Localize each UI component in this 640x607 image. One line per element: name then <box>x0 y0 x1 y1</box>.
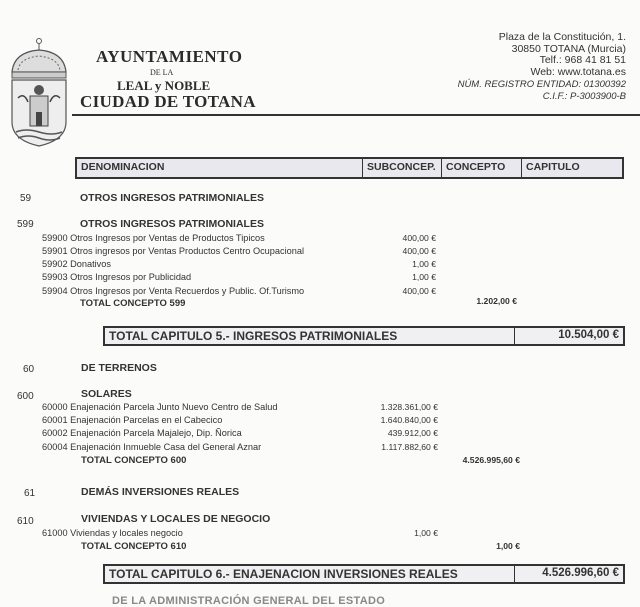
cutoff-heading: DE LA ADMINISTRACIÓN GENERAL DEL ESTADO <box>112 595 386 607</box>
article-code: 59 <box>20 193 32 204</box>
letterhead-divider <box>72 114 640 116</box>
list-item: 61000 Viviendas y locales negocio <box>42 528 183 538</box>
article-name: DE TERRENOS <box>81 362 157 374</box>
address-block <box>458 32 626 102</box>
article-code: 60 <box>23 364 35 375</box>
chapter-total-label: TOTAL CAPITULO 6.- ENAJENACION INVERSIONES REALES <box>105 566 515 582</box>
concept-total-label: TOTAL CONCEPTO 600 <box>81 455 187 466</box>
concept-name: OTROS INGRESOS PATRIMONIALES <box>80 218 264 230</box>
table-header <box>75 157 624 179</box>
article-name: OTROS INGRESOS PATRIMONIALES <box>80 192 264 204</box>
org-name-line1: AYUNTAMIENTO <box>96 47 243 66</box>
chapter-total-label: TOTAL CAPITULO 5.- INGRESOS PATRIMONIALES <box>105 328 515 344</box>
address-city: 30850 TOTANA (Murcia) <box>511 42 626 55</box>
item-amount: 1,00 € <box>412 259 436 269</box>
article-name: DEMÁS INVERSIONES REALES <box>81 486 240 498</box>
list-item: 60002 Enajenación Parcela Majalejo, Dip. Ñorica <box>42 428 242 438</box>
list-item: 60004 Enajenación Inmueble Casa del General Aznar <box>42 442 262 452</box>
chapter-total-amount: 10.504,00 € <box>558 329 619 341</box>
concept-total-amount: 4.526.995,60 € <box>462 455 520 465</box>
concept-name: VIVIENDAS Y LOCALES DE NEGOCIO <box>81 513 271 525</box>
chapter-total-amount: 4.526.996,60 € <box>542 567 619 579</box>
item-amount: 1,00 € <box>414 528 438 538</box>
item-amount: 1.328.361,00 € <box>380 402 438 412</box>
list-item: 59903 Otros Ingresos por Publicidad <box>42 272 192 282</box>
org-name-line3: LEAL y NOBLE <box>117 78 211 93</box>
concept-code: 610 <box>17 516 34 527</box>
address-web: Web: www.totana.es <box>530 66 626 79</box>
concept-total-label: TOTAL CONCEPTO 599 <box>80 298 186 309</box>
org-name-line4: CIUDAD DE TOTANA <box>80 92 256 111</box>
list-item: 60000 Enajenación Parcela Junto Nuevo Centro de Salud <box>42 402 278 412</box>
list-item: 59901 Otros ingresos por Ventas Productos Centro Ocupacional <box>42 246 305 256</box>
header-denominacion: DENOMINACION <box>77 159 363 177</box>
list-item: 59900 Otros Ingresos por Ventas de Productos Tipicos <box>42 233 265 243</box>
item-amount: 1.640.840,00 € <box>380 415 438 425</box>
header-capitulo: CAPITULO <box>526 161 580 173</box>
item-amount: 400,00 € <box>402 246 436 256</box>
address-registry: NÚM. REGISTRO ENTIDAD: 01300392 <box>457 78 626 90</box>
chapter-total-box <box>103 564 625 584</box>
concept-total-amount: 1,00 € <box>496 541 520 551</box>
header-subconcep: SUBCONCEP. <box>363 159 442 177</box>
concept-code: 599 <box>17 219 34 230</box>
address-phone: Telf.: 968 41 81 51 <box>539 54 626 67</box>
item-amount: 400,00 € <box>402 233 436 243</box>
concept-total-label: TOTAL CONCEPTO 610 <box>81 541 187 552</box>
chapter-total-box <box>103 326 625 346</box>
header-concepto: CONCEPTO <box>442 159 522 177</box>
concept-name: SOLARES <box>81 388 132 400</box>
org-name-line2: DE LA <box>150 68 174 77</box>
coat-of-arms-icon <box>4 36 74 148</box>
concept-code: 600 <box>17 391 34 402</box>
item-amount: 1,00 € <box>412 272 436 282</box>
item-amount: 439.912,00 € <box>387 428 438 438</box>
address-street: Plaza de la Constitución, 1. <box>498 31 626 43</box>
article-code: 61 <box>24 488 36 499</box>
list-item: 59904 Otros Ingresos por Venta Recuerdos y Public. Of.Turismo <box>42 286 305 296</box>
list-item: 60001 Enajenación Parcelas en el Cabecico <box>42 415 223 425</box>
item-amount: 1.117.882,60 € <box>381 442 438 452</box>
item-amount: 400,00 € <box>402 286 436 296</box>
address-cif: C.I.F.: P-3003900-B <box>542 90 626 102</box>
concept-total-amount: 1.202,00 € <box>476 296 517 306</box>
list-item: 59902 Donativos <box>42 259 111 269</box>
